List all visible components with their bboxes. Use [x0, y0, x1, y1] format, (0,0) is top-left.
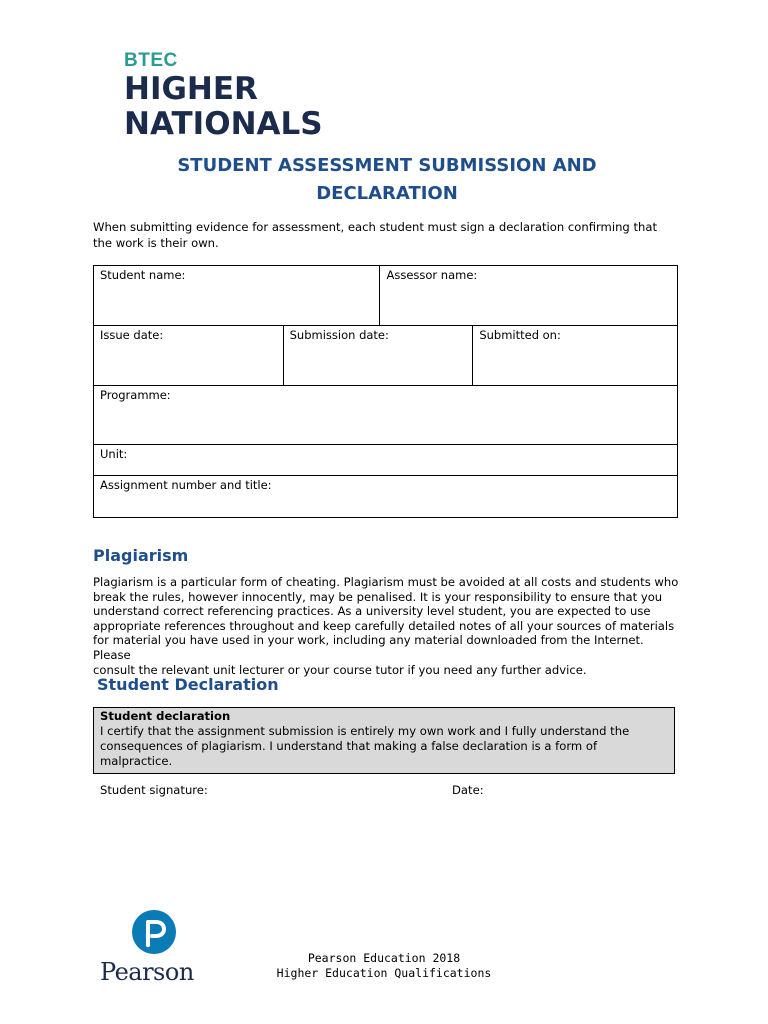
submission-date-label: Submission date: — [289, 328, 389, 342]
plagiarism-line: consult the relevant unit lecturer or your course tutor if you need any further advice. — [93, 662, 587, 677]
pearson-logo — [100, 908, 194, 986]
date-field[interactable]: Date: — [452, 783, 484, 797]
unit-label: Unit: — [100, 447, 128, 461]
plagiarism-line: for material you have used in your work, including any material downloaded from the Internet. Please — [93, 633, 644, 662]
programme-field[interactable] — [94, 386, 678, 445]
student-name-label: Student name: — [100, 268, 186, 282]
submitted-on-label: Submitted on: — [479, 328, 561, 342]
student-name-field[interactable] — [94, 266, 380, 326]
declaration-box — [93, 707, 675, 797]
issue-date-label: Issue date: — [100, 328, 164, 342]
btec-logo — [124, 50, 323, 142]
unit-field[interactable] — [94, 445, 678, 476]
intro-text: When submitting evidence for assessment, each student must sign a declaration confirming that the work is their own. — [93, 220, 658, 250]
plagiarism-line: understand correct referencing practices. As a university level student, you are expected to use — [93, 604, 651, 619]
issue-date-field[interactable] — [94, 326, 284, 386]
plagiarism-heading: Plagiarism — [93, 546, 189, 565]
submitted-on-field[interactable] — [473, 326, 678, 386]
pearson-wordmark: Pearson — [100, 958, 194, 986]
plagiarism-line: Plagiarism is a particular form of cheating. Plagiarism must be avoided at all costs and students who — [93, 575, 679, 589]
btec-brand: BTEC — [124, 50, 178, 71]
declaration-line-2: consequences of plagiarism. I understand that making a false declaration is a form of malpractice. — [100, 739, 598, 768]
assignment-field[interactable] — [94, 476, 678, 518]
nationals-label: NATIONALS — [124, 106, 323, 142]
higher-label: HIGHER — [124, 71, 258, 107]
plagiarism-line: appropriate references throughout and keep carefully detailed notes of all your sources of materials — [93, 618, 675, 633]
assessor-name-label: Assessor name: — [386, 268, 478, 282]
footer-text — [270, 951, 498, 981]
footer-line-1: Pearson Education 2018 — [307, 951, 461, 965]
declaration-line-1: I certify that the assignment submission is entirely my own work and I fully understand the — [100, 724, 630, 738]
pearson-p-icon — [130, 908, 178, 956]
title-line-1: STUDENT ASSESSMENT SUBMISSION AND — [177, 155, 597, 176]
student-signature-field[interactable]: Student signature: — [100, 783, 208, 797]
assignment-label: Assignment number and title: — [100, 478, 272, 492]
plagiarism-line: break the rules, however innocently, may be penalised. It is your responsibility to ensure that you — [93, 589, 663, 604]
footer-line-2: Higher Education Qualifications — [276, 966, 492, 980]
declaration-box-heading: Student declaration — [100, 709, 231, 723]
assessor-name-field[interactable] — [380, 266, 678, 326]
submission-form — [93, 265, 678, 518]
plagiarism-text — [93, 575, 683, 677]
programme-label: Programme: — [100, 388, 171, 402]
submission-date-field[interactable] — [283, 326, 473, 386]
declaration-section-heading: Student Declaration — [97, 675, 279, 694]
page-title — [92, 152, 682, 208]
title-line-2: DECLARATION — [316, 183, 458, 204]
signature-row — [100, 783, 668, 798]
